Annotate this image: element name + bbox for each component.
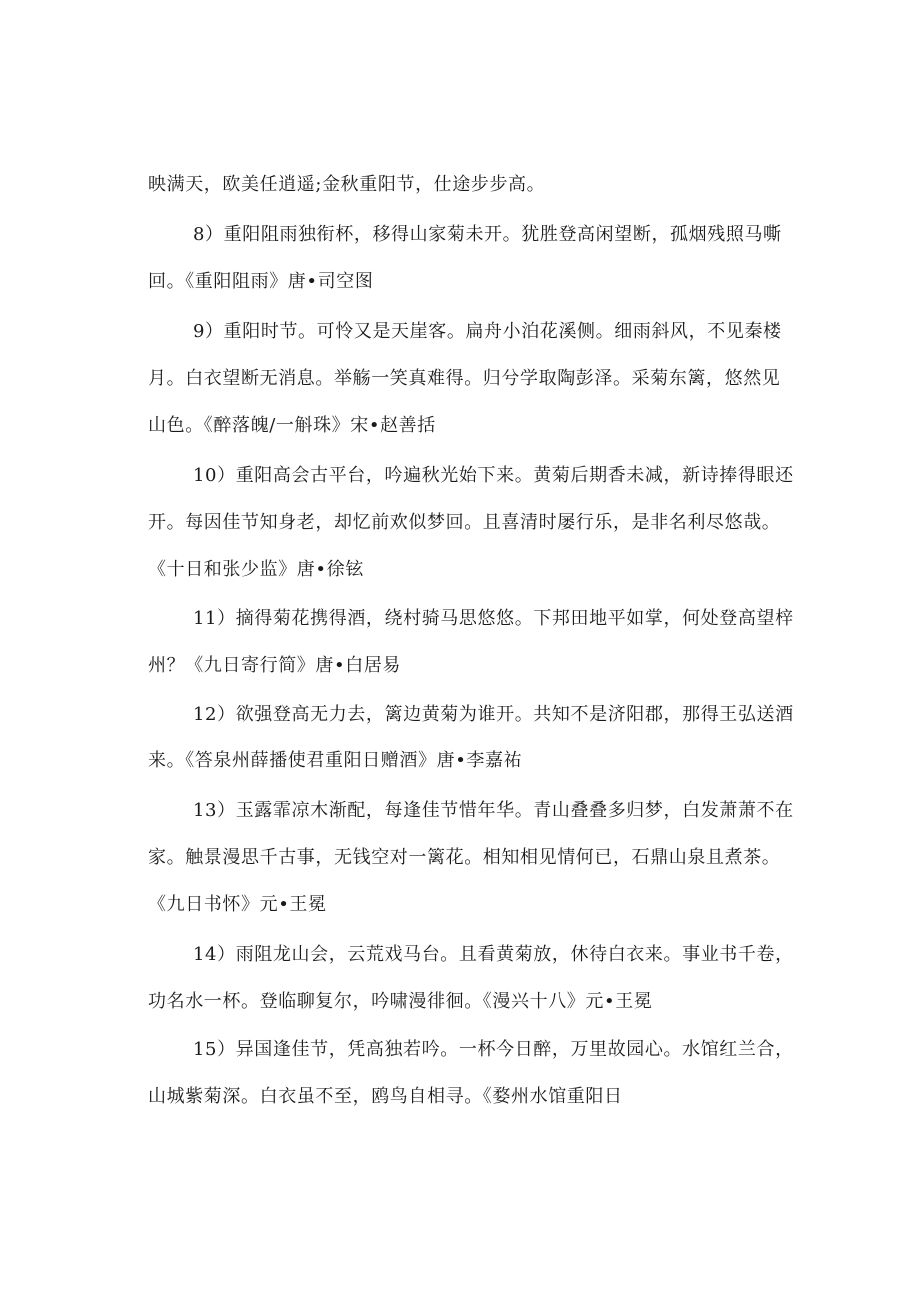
text-line: 13）玉露霏凉木渐配，每逢佳节惜年华。青山叠叠多归梦，白发萧萧不在	[193, 800, 794, 821]
text-line: 山色。《醉落魄/一斛珠》宋•赵善括	[148, 415, 436, 436]
text-line: 8）重阳阻雨独衔杯，移得山家菊未开。犹胜登高闲望断，孤烟残照马嘶	[193, 224, 782, 245]
text-line: 功名水一杯。登临聊复尔，吟啸漫徘徊。《漫兴十八》元•王冕	[148, 991, 653, 1012]
text-line: 《十日和张少监》唐•徐铉	[148, 559, 364, 580]
text-line: 家。触景漫思千古事，无钱空对一篱花。相知相见情何已，石鼎山泉且煮茶。	[148, 847, 781, 868]
text-line: 映满天，欧美任逍遥;金秋重阳节，仕途步步高。	[148, 174, 546, 195]
text-line: 10）重阳高会古平台，吟遍秋光始下来。黄菊后期香未减，新诗捧得眼还	[193, 465, 794, 486]
text-line: 开。每因佳节知身老，却忆前欢似梦回。且喜清时屡行乐，是非名利尽悠哉。	[148, 512, 781, 533]
text-line: 15）异国逢佳节，凭高独若吟。一杯今日醉，万里故园心。水馆红兰合，	[193, 1039, 794, 1060]
text-line: 11）摘得菊花携得酒，绕村骑马思悠悠。下邦田地平如掌，何处登高望梓	[193, 608, 794, 629]
text-line: 月。白衣望断无消息。举觞一笑真难得。归兮学取陶彭泽。采菊东篱，悠然见	[148, 368, 781, 389]
text-line: 山城紫菊深。白衣虽不至，鸥鸟自相寻。《婺州水馆重阳日	[148, 1086, 623, 1107]
text-line: 州？《九日寄行简》唐•白居易	[148, 655, 402, 676]
text-line: 回。《重阳阻雨》唐•司空图	[148, 271, 374, 292]
text-line: 9）重阳时节。可怜又是天崖客。扁舟小泊花溪侧。细雨斜风，不见秦楼	[193, 321, 782, 342]
text-line: 《九日书怀》元•王冕	[148, 894, 327, 915]
text-line: 来。《答泉州薛播使君重阳日赠酒》唐•李嘉祐	[148, 750, 523, 771]
text-line: 14）雨阻龙山会，云荒戏马台。且看黄菊放，休待白衣来。事业书千卷，	[193, 944, 794, 965]
text-line: 12）欲强登高无力去，篱边黄菊为谁开。共知不是济阳郡，那得王弘送酒	[193, 704, 794, 725]
